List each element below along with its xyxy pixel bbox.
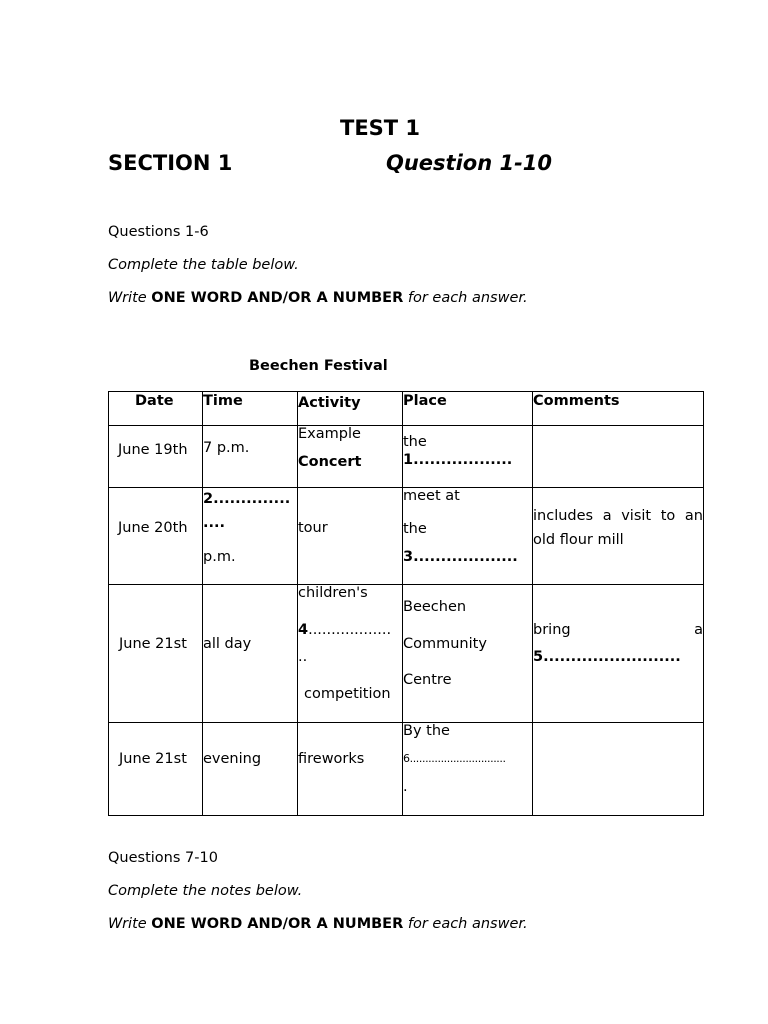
row1-activity-example: Example xyxy=(298,426,361,442)
row3-time: all day xyxy=(203,636,252,652)
table-row xyxy=(109,426,704,488)
row1-time: 7 p.m. xyxy=(203,440,250,456)
header-time-label: Time xyxy=(203,393,243,409)
row4-activity: fireworks xyxy=(298,751,365,767)
write-suffix: for each answer. xyxy=(403,290,528,306)
row1-comments xyxy=(533,426,704,488)
row2-place-blank-3: 3................... xyxy=(403,549,518,565)
table-caption: Beechen Festival xyxy=(249,358,388,374)
test-title: TEST 1 xyxy=(340,116,421,140)
table-instruction: Complete the table below. xyxy=(108,257,299,273)
write-suffix: for each answer. xyxy=(403,916,528,932)
questions-7-10-heading: Questions 7-10 xyxy=(108,850,218,866)
row1-place-the: the xyxy=(403,434,427,450)
notes-instruction: Complete the notes below. xyxy=(108,883,303,899)
header-comments xyxy=(533,392,704,426)
row3-place-line1: Beechen xyxy=(403,599,467,615)
row2-activity: tour xyxy=(298,520,328,536)
comments-word: includes xyxy=(533,508,594,524)
header-activity xyxy=(298,392,403,426)
questions-range-title: Question 1-10 xyxy=(386,151,553,175)
row3-place-line2: Community xyxy=(403,636,487,652)
header-time xyxy=(203,392,298,426)
comments-word: visit xyxy=(621,508,652,524)
word-limit-instruction-2 xyxy=(108,916,528,932)
row3-comments-blank-5: 5......................... xyxy=(533,649,681,665)
table-row xyxy=(109,488,704,585)
row3-place-line3: Centre xyxy=(403,672,452,688)
word-limit-bold: ONE WORD AND/OR A NUMBER xyxy=(151,916,404,932)
header-activity-label: Activity xyxy=(298,395,361,411)
blank-4-number: 4 xyxy=(298,622,309,638)
comments-word: a xyxy=(602,508,612,524)
header-date xyxy=(109,392,203,426)
blank-4-dots: .................. xyxy=(308,622,392,638)
row4-time: evening xyxy=(203,751,262,767)
word-limit-instruction-1 xyxy=(108,290,528,306)
section-title: SECTION 1 xyxy=(108,151,233,175)
row3-activity-childrens: children's xyxy=(298,585,368,601)
row3-date: June 21st xyxy=(119,636,187,652)
header-date-label: Date xyxy=(135,393,174,409)
row3-activity-blank-4 xyxy=(298,622,402,638)
write-prefix: Write xyxy=(108,916,152,932)
row2-place-meet-at: meet at xyxy=(403,488,460,504)
comments-word: an xyxy=(684,508,703,524)
table-row xyxy=(109,585,704,723)
table-row xyxy=(109,723,704,816)
row2-place-the: the xyxy=(403,521,427,537)
write-prefix: Write xyxy=(108,290,152,306)
header-place-label: Place xyxy=(403,393,447,409)
header-comments-label: Comments xyxy=(533,393,620,409)
festival-table xyxy=(108,391,704,816)
row2-comments-line2: old flour mill xyxy=(533,532,624,548)
row4-comments xyxy=(533,723,704,816)
row3-comments-line1 xyxy=(533,622,703,638)
row1-date: June 19th xyxy=(118,442,188,458)
header-place xyxy=(403,392,533,426)
comments-bring: bring xyxy=(533,622,571,638)
row2-time-blank-2: 2.............. xyxy=(203,491,291,507)
row1-place-blank-1: 1.................. xyxy=(403,452,513,468)
row4-date: June 21st xyxy=(119,751,187,767)
row4-place-by-the: By the xyxy=(403,723,450,739)
row2-comments-line1 xyxy=(533,508,703,524)
table-header-row xyxy=(109,392,704,426)
row4-place-blank-6-cont: . xyxy=(403,779,408,795)
row2-time-pm: p.m. xyxy=(203,549,236,565)
row2-date: June 20th xyxy=(118,520,188,536)
comments-word: to xyxy=(660,508,676,524)
row2-time-blank-2-cont: .... xyxy=(203,515,226,531)
row3-activity-blank-4-cont: .. xyxy=(298,649,308,665)
row4-place-blank-6: 6............................... xyxy=(403,752,506,765)
row3-activity-competition: competition xyxy=(304,686,391,702)
comments-a: a xyxy=(694,622,703,638)
questions-1-6-heading: Questions 1-6 xyxy=(108,224,209,240)
row1-activity-concert: Concert xyxy=(298,454,362,470)
word-limit-bold: ONE WORD AND/OR A NUMBER xyxy=(151,290,404,306)
